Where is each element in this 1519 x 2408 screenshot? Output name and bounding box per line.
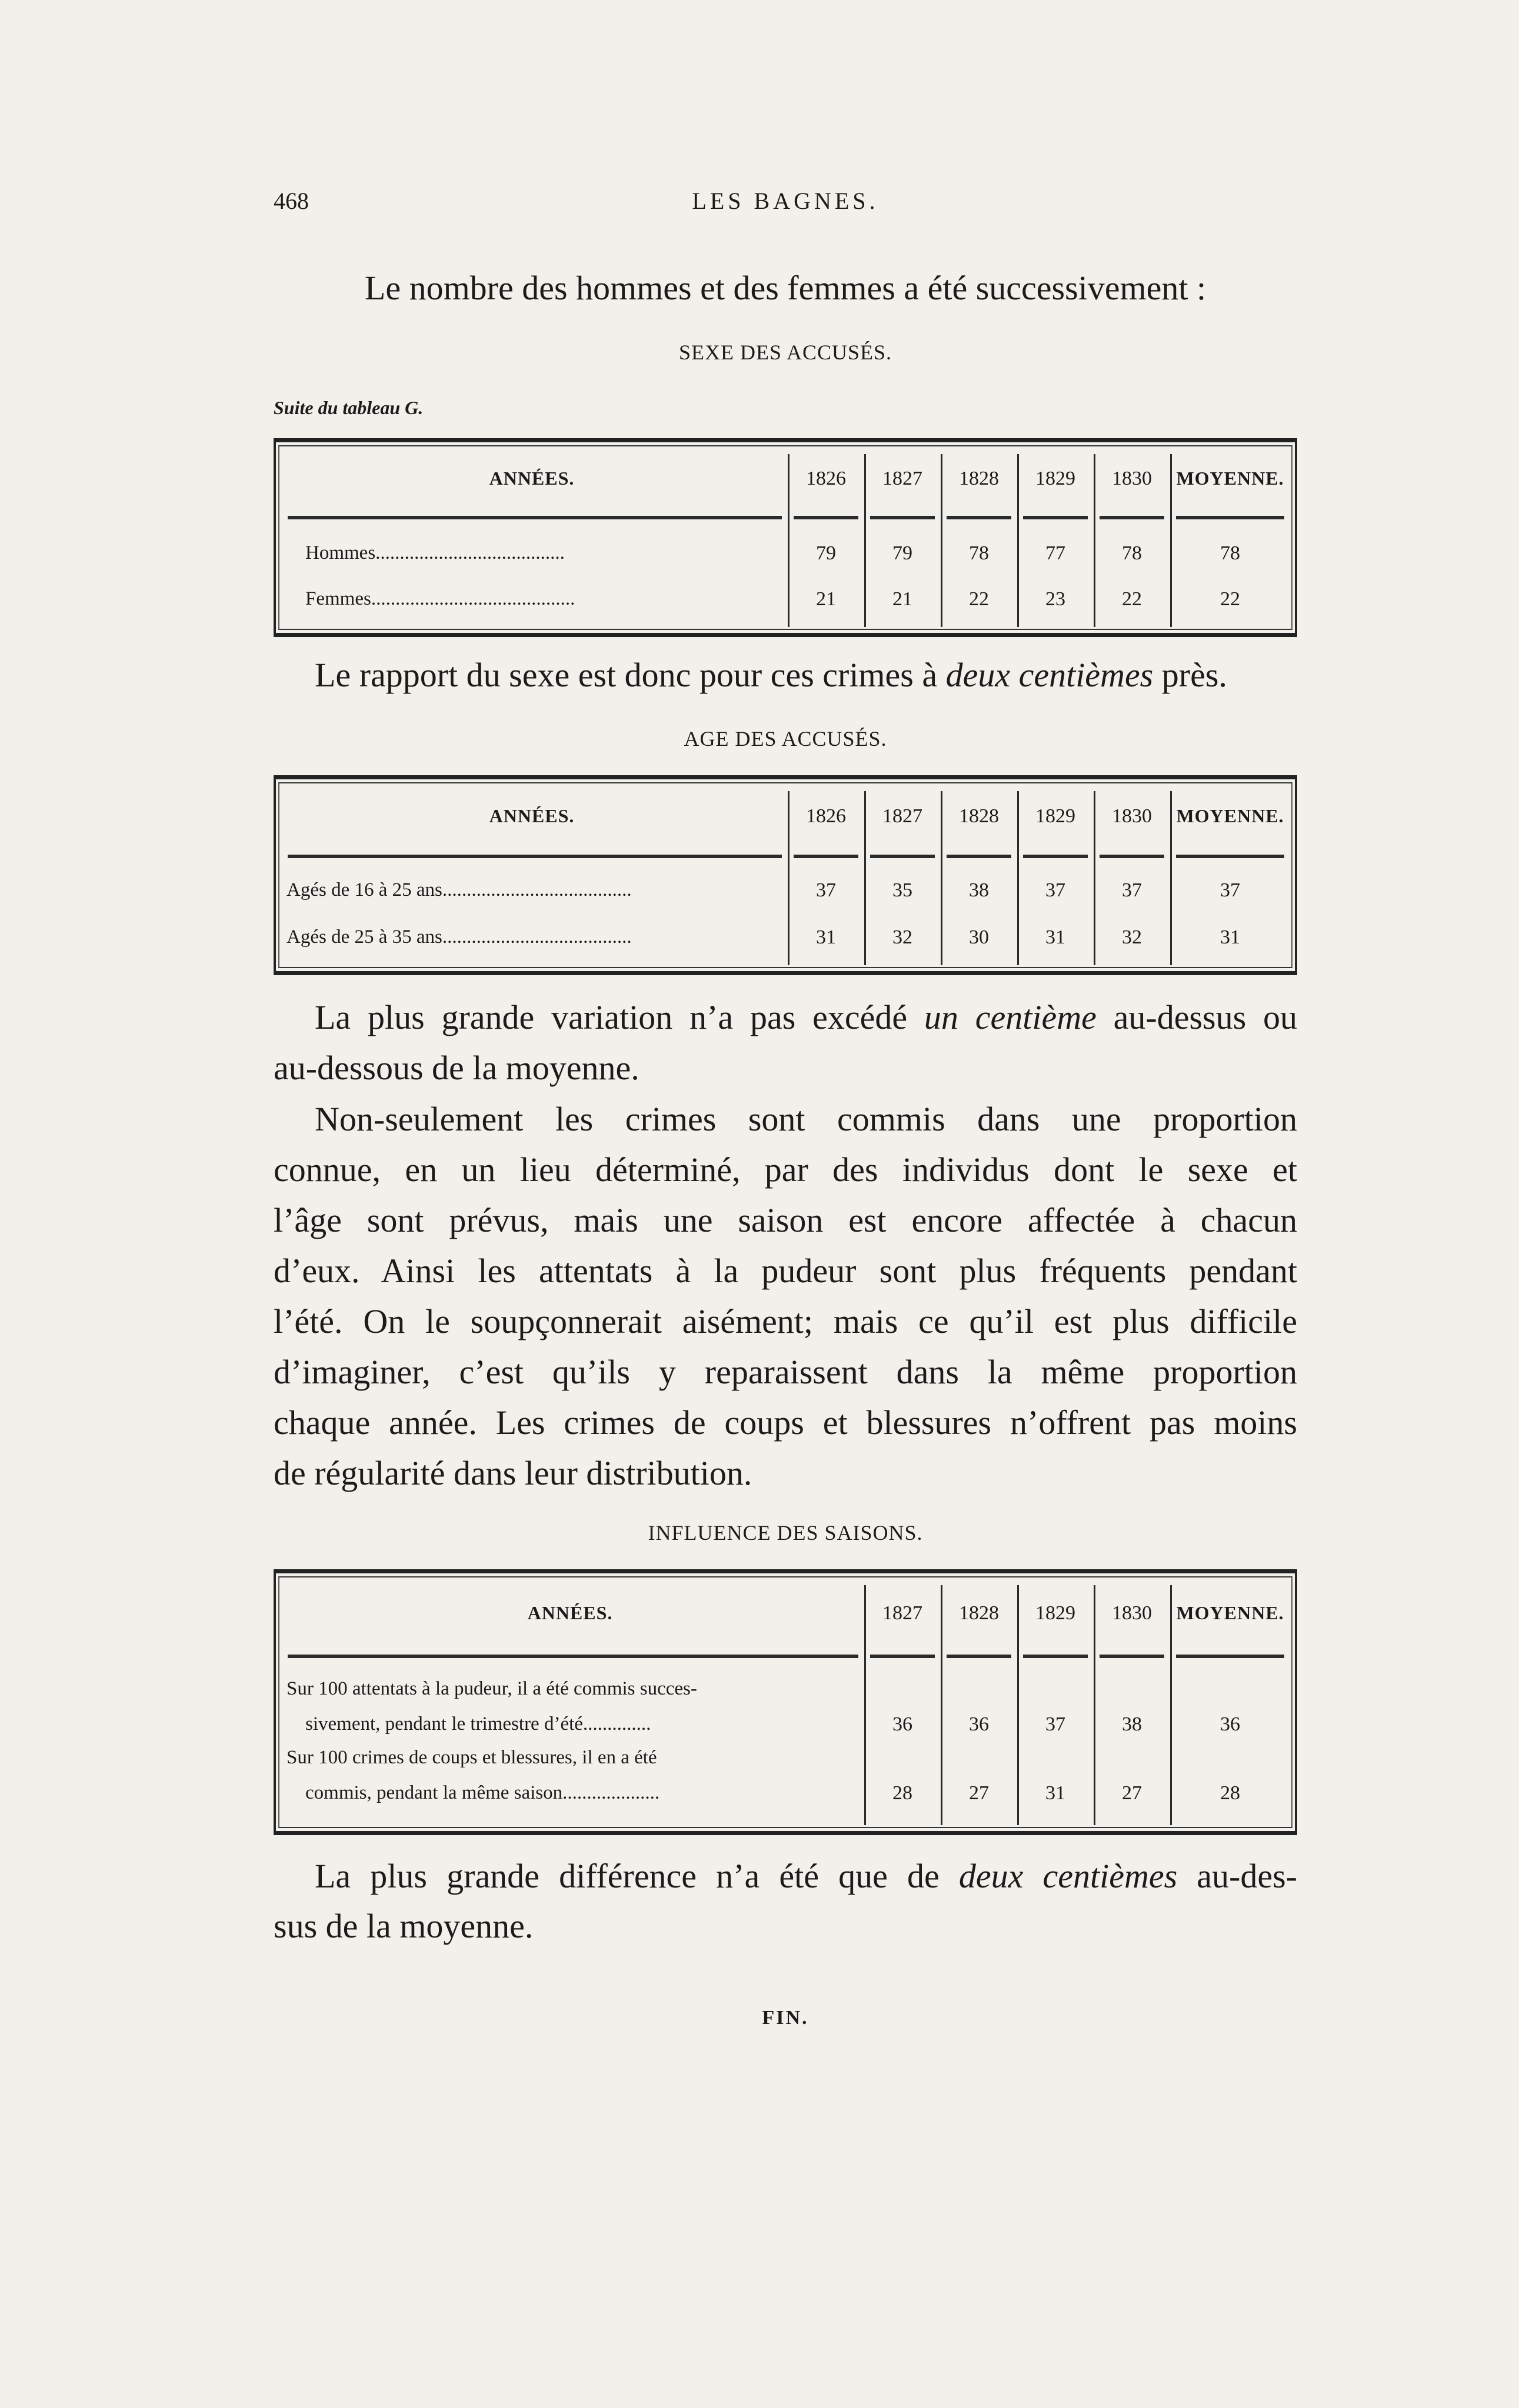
sexe-table: [274, 438, 1297, 637]
paragraph-line: chaque année. Les crimes de coups et blessures n’offrent pas moins: [274, 1403, 1297, 1442]
header-rule: [947, 855, 1011, 858]
sexe-title: SEXE DES ACCUSÉS.: [678, 341, 892, 364]
column-header: 1827: [882, 805, 922, 827]
table-cell: 36: [892, 1713, 912, 1735]
paragraph-line: l’âge sont prévus, mais une saison est encore affectée à chacun: [274, 1201, 1297, 1239]
table-cell: 78: [1122, 542, 1142, 564]
row-label: commis, pendant la même saison....................: [305, 1782, 660, 1803]
table-cell: 37: [1045, 879, 1065, 901]
header-rule: [870, 855, 935, 858]
table-cell: 31: [1045, 926, 1065, 948]
table-cell: 28: [892, 1782, 912, 1804]
intro-line: Le nombre des hommes et des femmes a été successivement :: [364, 269, 1207, 307]
table-cell: 30: [969, 926, 989, 948]
header-rule: [794, 855, 858, 858]
paragraph-line: connue, en un lieu déterminé, par des individus dont le sexe et: [274, 1150, 1297, 1189]
header-rule: [947, 1655, 1011, 1658]
header-rule: [870, 516, 935, 519]
difference-italic: deux centièmes: [958, 1857, 1178, 1895]
header-rule: [1023, 1655, 1088, 1658]
rapport-italic: deux centièmes: [945, 656, 1154, 694]
variation-italic: un centième: [924, 998, 1097, 1036]
column-header: 1828: [959, 1602, 999, 1624]
table-cell: 35: [892, 879, 912, 901]
table-cell: 79: [816, 542, 836, 564]
header-rule: [870, 1655, 935, 1658]
table-cell: 31: [1220, 926, 1240, 948]
saisons-table: [274, 1569, 1297, 1835]
end-mark: FIN.: [762, 2007, 809, 2029]
row-label: Sur 100 attentats à la pudeur, il a été commis succes-: [287, 1678, 697, 1699]
table-cell: 27: [969, 1782, 989, 1804]
column-header: 1829: [1035, 1602, 1075, 1624]
column-header: MOYENNE.: [1176, 805, 1284, 826]
variation-text-end: au-dessus ou: [1096, 998, 1297, 1036]
table-cell: 36: [969, 1713, 989, 1735]
variation-line-1: [315, 997, 1297, 1038]
saisons-title: INFLUENCE DES SAISONS.: [648, 1521, 923, 1545]
column-header: 1827: [882, 1602, 922, 1624]
column-header: ANNÉES.: [489, 467, 575, 489]
header-rule: [288, 855, 782, 858]
column-header: 1830: [1112, 467, 1152, 489]
table-cell: 37: [1045, 1713, 1065, 1735]
table-cell: 22: [1122, 588, 1142, 610]
column-header: 1828: [959, 467, 999, 489]
header-rule: [794, 516, 858, 519]
header-rule: [288, 516, 782, 519]
header-rule: [1100, 516, 1164, 519]
row-label: Femmes..........................................: [305, 588, 575, 609]
table-cell: 78: [1220, 542, 1240, 564]
age-title: AGE DES ACCUSÉS.: [684, 727, 887, 751]
header-rule: [1023, 855, 1088, 858]
table-cell: 37: [1122, 879, 1142, 901]
table-cell: 28: [1220, 1782, 1240, 1804]
table-cell: 27: [1122, 1782, 1142, 1804]
rapport-line: [315, 655, 1297, 696]
paragraph-line: Non-seulement les crimes sont commis dans une proportion: [315, 1100, 1297, 1138]
paragraph-line: l’été. On le soupçonnerait aisément; mais ce qu’il est plus difficile: [274, 1302, 1297, 1340]
table-cell: 77: [1045, 542, 1065, 564]
header-rule: [1176, 855, 1284, 858]
header-rule: [1176, 1655, 1284, 1658]
rapport-text: Le rapport du sexe est donc pour ces crimes à: [315, 656, 946, 694]
table-cell: 78: [969, 542, 989, 564]
table-cell: 38: [1122, 1713, 1142, 1735]
table-cell: 32: [1122, 926, 1142, 948]
table-cell: 22: [969, 588, 989, 610]
difference-line-1: [315, 1856, 1297, 1897]
table-cell: 21: [892, 588, 912, 610]
column-header: 1830: [1112, 805, 1152, 827]
difference-line-2: sus de la moyenne.: [274, 1907, 534, 1945]
table-cell: 31: [1045, 1782, 1065, 1804]
table-cell: 23: [1045, 588, 1065, 610]
table-note: Suite du tableau G.: [274, 397, 424, 418]
column-header: 1827: [882, 467, 922, 489]
column-header: MOYENNE.: [1176, 1602, 1284, 1623]
column-header: 1829: [1035, 805, 1075, 827]
row-label: Hommes.......................................: [305, 542, 565, 563]
paragraph-line: d’imaginer, c’est qu’ils y reparaissent dans la même proportion: [274, 1353, 1297, 1391]
header-rule: [947, 516, 1011, 519]
header-rule: [1100, 1655, 1164, 1658]
header-rule: [288, 1655, 858, 1658]
column-header: 1830: [1112, 1602, 1152, 1624]
table-cell: 21: [816, 588, 836, 610]
paragraph-line: d’eux. Ainsi les attentats à la pudeur sont plus fréquents pendant: [274, 1252, 1297, 1290]
column-header: 1826: [806, 805, 846, 827]
column-header: MOYENNE.: [1176, 467, 1284, 489]
variation-text: La plus grande variation n’a pas excédé: [315, 998, 924, 1036]
row-label: Agés de 25 à 35 ans.......................................: [287, 926, 632, 948]
page-number: 468: [274, 188, 309, 214]
header-rule: [1176, 516, 1284, 519]
variation-line-2: au-dessous de la moyenne.: [274, 1049, 639, 1087]
running-title: LES BAGNES.: [692, 188, 879, 214]
difference-text-end: au-des-: [1177, 1857, 1297, 1895]
column-header: 1828: [959, 805, 999, 827]
table-cell: 79: [892, 542, 912, 564]
row-label: Agés de 16 à 25 ans.......................................: [287, 879, 632, 901]
paragraph-line: de régularité dans leur distribution.: [274, 1454, 752, 1492]
difference-text: La plus grande différence n’a été que de: [315, 1857, 959, 1895]
table-cell: 36: [1220, 1713, 1240, 1735]
row-label: Sur 100 crimes de coups et blessures, il en a été: [287, 1747, 657, 1768]
header-rule: [1100, 855, 1164, 858]
table-cell: 22: [1220, 588, 1240, 610]
header-rule: [1023, 516, 1088, 519]
table-cell: 37: [1220, 879, 1240, 901]
table-cell: 38: [969, 879, 989, 901]
column-header: 1826: [806, 467, 846, 489]
table-cell: 37: [816, 879, 836, 901]
column-header: 1829: [1035, 467, 1075, 489]
column-header: ANNÉES.: [489, 805, 575, 826]
table-cell: 31: [816, 926, 836, 948]
table-cell: 32: [892, 926, 912, 948]
rapport-text-end: près.: [1153, 656, 1227, 694]
row-label: sivement, pendant le trimestre d’été..............: [305, 1713, 651, 1735]
age-table: [274, 775, 1297, 975]
column-header: ANNÉES.: [527, 1602, 613, 1623]
